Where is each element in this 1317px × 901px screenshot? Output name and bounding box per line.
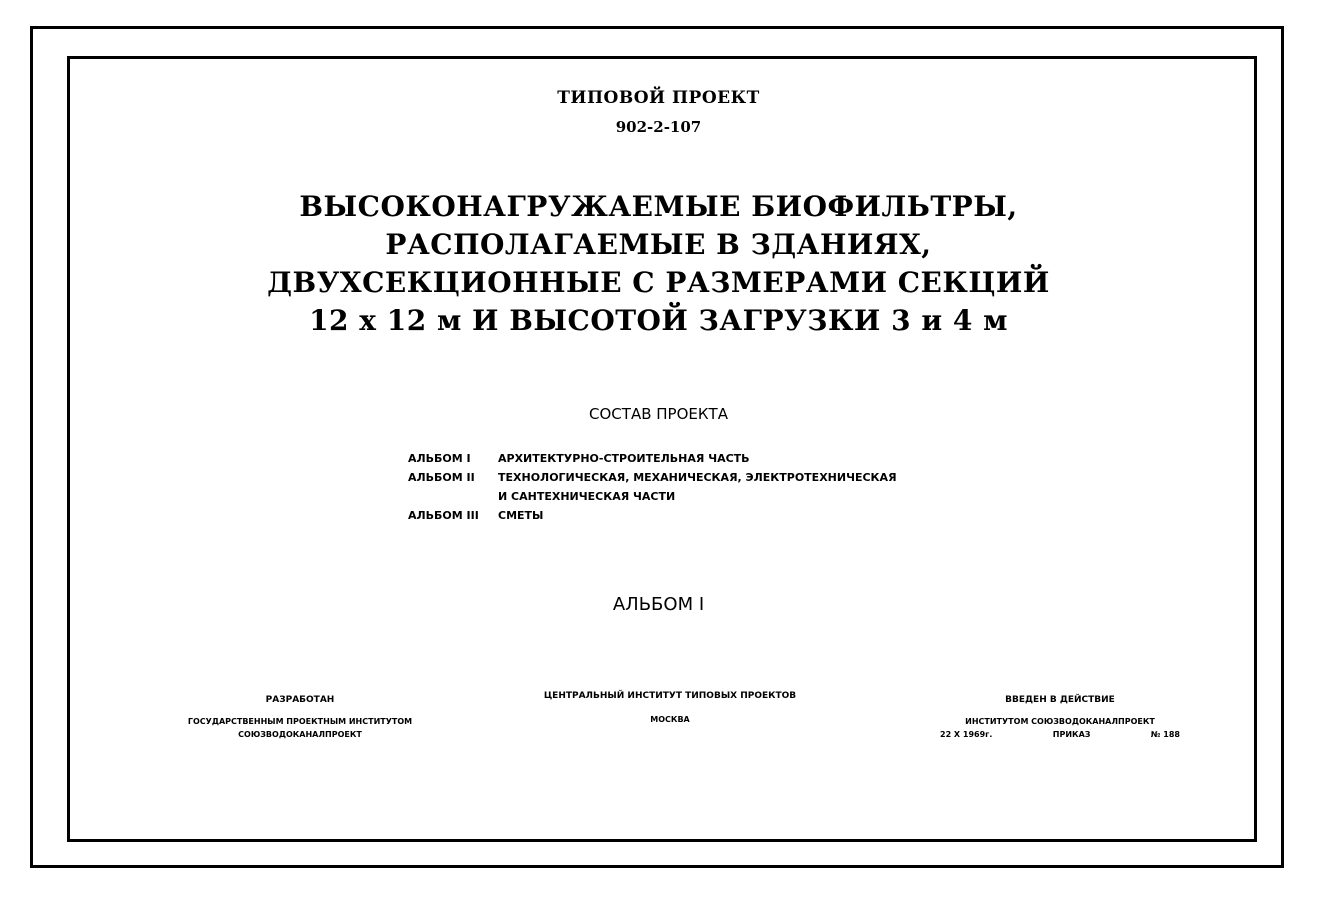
enacted-order: ПРИКАЗ: [1052, 730, 1091, 739]
project-type-heading: ТИПОВОЙ ПРОЕКТ: [557, 88, 760, 108]
institute-city: МОСКВА: [650, 715, 690, 724]
title-line: 12 х 12 м И ВЫСОТОЙ ЗАГРУЗКИ 3 и 4 м: [309, 304, 1008, 337]
title-line: РАСПОЛАГАЕМЫЕ В ЗДАНИЯХ,: [385, 228, 932, 261]
album-code: АЛЬБОМ III: [408, 509, 479, 522]
contents-row: [408, 506, 897, 525]
album-code: АЛЬБОМ II: [408, 471, 475, 484]
album-description: И САНТЕХНИЧЕСКАЯ ЧАСТИ: [498, 490, 676, 503]
contents-list: [408, 449, 897, 525]
developed-heading: РАЗРАБОТАН: [265, 695, 335, 705]
enacted-number: № 188: [1150, 730, 1180, 739]
current-album-label: АЛЬБОМ I: [612, 594, 705, 615]
developed-line: СОЮЗВОДОКАНАЛПРОЕКТ: [238, 730, 362, 739]
album-code: [408, 487, 498, 506]
enacted-date: 22 X 1969г.: [940, 730, 993, 739]
enacted-line: ИНСТИТУТОМ СОЮЗВОДОКАНАЛПРОЕКТ: [965, 717, 1155, 726]
album-description: АРХИТЕКТУРНО-СТРОИТЕЛЬНАЯ ЧАСТЬ: [498, 452, 750, 465]
title-line: ДВУХСЕКЦИОННЫЕ С РАЗМЕРАМИ СЕКЦИЙ: [267, 266, 1050, 299]
title-line: ВЫСОКОНАГРУЖАЕМЫЕ БИОФИЛЬТРЫ,: [299, 190, 1018, 223]
enacted-details: [940, 728, 1180, 741]
developed-by-block: [180, 694, 420, 741]
album-description: СМЕТЫ: [498, 509, 544, 522]
developed-line: ГОСУДАРСТВЕННЫМ ПРОЕКТНЫМ ИНСТИТУТОМ: [187, 717, 413, 726]
institute-name: ЦЕНТРАЛЬНЫЙ ИНСТИТУТ ТИПОВЫХ ПРОЕКТОВ: [543, 691, 797, 701]
institute-block: [530, 690, 810, 726]
album-code: АЛЬБОМ I: [408, 452, 471, 465]
contents-row: [408, 468, 897, 487]
main-title: [0, 188, 1317, 340]
project-number: 902-2-107: [615, 118, 702, 136]
contents-row: [408, 487, 897, 506]
enacted-heading: ВВЕДЕН В ДЕЙСТВИЕ: [1005, 695, 1115, 705]
enacted-block: [940, 694, 1180, 741]
album-description: ТЕХНОЛОГИЧЕСКАЯ, МЕХАНИЧЕСКАЯ, ЭЛЕКТРОТЕХНИЧЕСКАЯ: [498, 471, 897, 484]
contents-row: [408, 449, 897, 468]
contents-heading: СОСТАВ ПРОЕКТА: [589, 405, 728, 423]
